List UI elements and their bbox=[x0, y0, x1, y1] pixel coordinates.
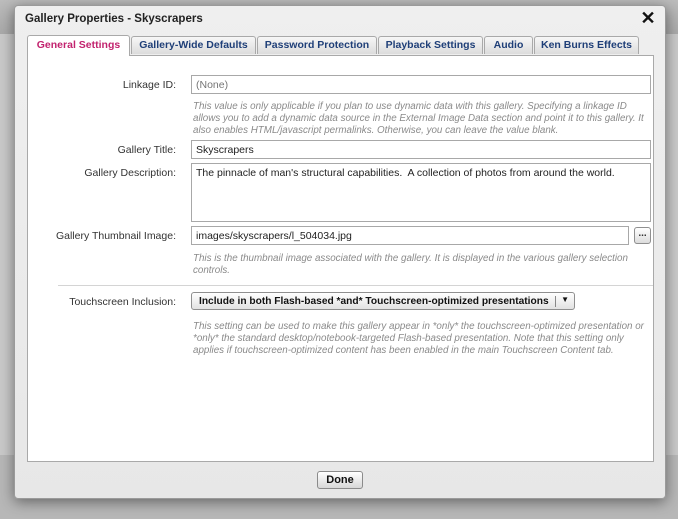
linkage-id-input[interactable] bbox=[191, 75, 651, 94]
gallery-title-label: Gallery Title: bbox=[117, 144, 176, 156]
touchscreen-label: Touchscreen Inclusion: bbox=[69, 296, 176, 308]
dialog-title: Gallery Properties - Skyscrapers bbox=[25, 13, 203, 25]
touchscreen-help: This setting can be used to make this gallery appear in *only* the touchscreen-optimized presentation or *only* the standard desktop/notebook-targeted Flash-based presentation. Note that this setting only applies if touchscreen-optimized content has been enabled in the main Touchscreen Content tab. bbox=[193, 321, 644, 356]
tab-password-protection[interactable]: Password Protection bbox=[257, 36, 377, 54]
tab-general-settings[interactable]: General Settings bbox=[27, 35, 130, 56]
general-settings-panel bbox=[27, 55, 654, 462]
tab-playback-settings[interactable]: Playback Settings bbox=[378, 36, 483, 54]
linkage-id-help: This value is only applicable if you plan to use dynamic data with this gallery. Specifying a linkage ID allows you to add a dynamic data source in the External Image Data section and point it to this gallery. It also enables HTML/javascript permalinks. Otherwise, you can leave the value blank. bbox=[193, 101, 644, 136]
section-divider bbox=[58, 285, 653, 286]
chevron-down-icon: ▼ bbox=[561, 295, 569, 304]
gallery-properties-dialog bbox=[14, 5, 666, 499]
tab-gallery-wide-defaults[interactable]: Gallery-Wide Defaults bbox=[131, 36, 256, 54]
done-button[interactable]: Done bbox=[317, 471, 363, 489]
gallery-description-textarea[interactable] bbox=[191, 163, 651, 222]
gallery-description-label: Gallery Description: bbox=[84, 167, 176, 179]
gallery-title-input[interactable] bbox=[191, 140, 651, 159]
browse-button[interactable]: ... bbox=[634, 227, 651, 244]
tab-audio[interactable]: Audio bbox=[484, 36, 533, 54]
tab-ken-burns-effects[interactable]: Ken Burns Effects bbox=[534, 36, 639, 54]
close-icon[interactable]: ✕ bbox=[640, 8, 656, 28]
thumbnail-label: Gallery Thumbnail Image: bbox=[55, 230, 176, 242]
thumbnail-input[interactable] bbox=[191, 226, 629, 245]
dropdown-separator bbox=[555, 296, 556, 307]
touchscreen-selected-value: Include in both Flash-based *and* Touchscreen-optimized presentations bbox=[199, 296, 549, 307]
touchscreen-select[interactable] bbox=[191, 292, 575, 310]
linkage-id-label: Linkage ID: bbox=[122, 79, 176, 91]
thumbnail-help: This is the thumbnail image associated with the gallery. It is displayed in the various gallery selection controls. bbox=[193, 253, 628, 276]
dialog-titlebar bbox=[15, 6, 665, 32]
